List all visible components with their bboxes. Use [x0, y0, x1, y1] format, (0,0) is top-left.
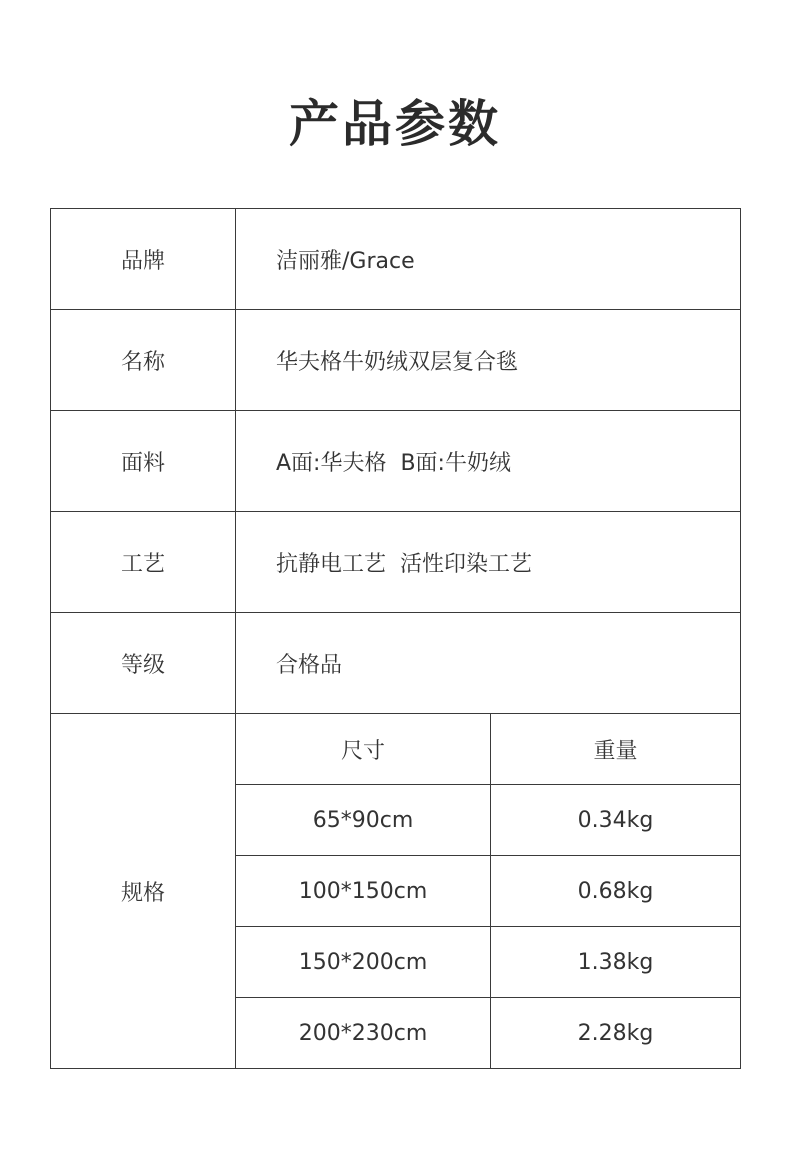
table-row — [51, 613, 741, 714]
brand-value: 洁丽雅/Grace — [236, 209, 741, 310]
name-value: 华夫格牛奶绒双层复合毯 — [236, 310, 741, 411]
size-header: 尺寸 — [236, 714, 491, 785]
spec-label: 规格 — [51, 714, 236, 1069]
weight-header: 重量 — [491, 714, 741, 785]
spec-header-row — [51, 714, 741, 785]
grade-value: 合格品 — [236, 613, 741, 714]
weight-cell: 1.38kg — [491, 927, 741, 998]
size-cell: 200*230cm — [236, 998, 491, 1069]
grade-label: 等级 — [51, 613, 236, 714]
size-cell: 65*90cm — [236, 785, 491, 856]
craft-value: 抗静电工艺 活性印染工艺 — [236, 512, 741, 613]
table-row — [51, 209, 741, 310]
table-row — [51, 411, 741, 512]
fabric-label: 面料 — [51, 411, 236, 512]
table-row — [51, 512, 741, 613]
page-title: 产品参数 — [289, 95, 501, 153]
size-cell: 150*200cm — [236, 927, 491, 998]
weight-cell: 2.28kg — [491, 998, 741, 1069]
table-row — [51, 310, 741, 411]
size-cell: 100*150cm — [236, 856, 491, 927]
craft-label: 工艺 — [51, 512, 236, 613]
product-parameters-table — [50, 208, 741, 1069]
fabric-value: A面:华夫格 B面:牛奶绒 — [236, 411, 741, 512]
brand-label: 品牌 — [51, 209, 236, 310]
weight-cell: 0.68kg — [491, 856, 741, 927]
name-label: 名称 — [51, 310, 236, 411]
weight-cell: 0.34kg — [491, 785, 741, 856]
